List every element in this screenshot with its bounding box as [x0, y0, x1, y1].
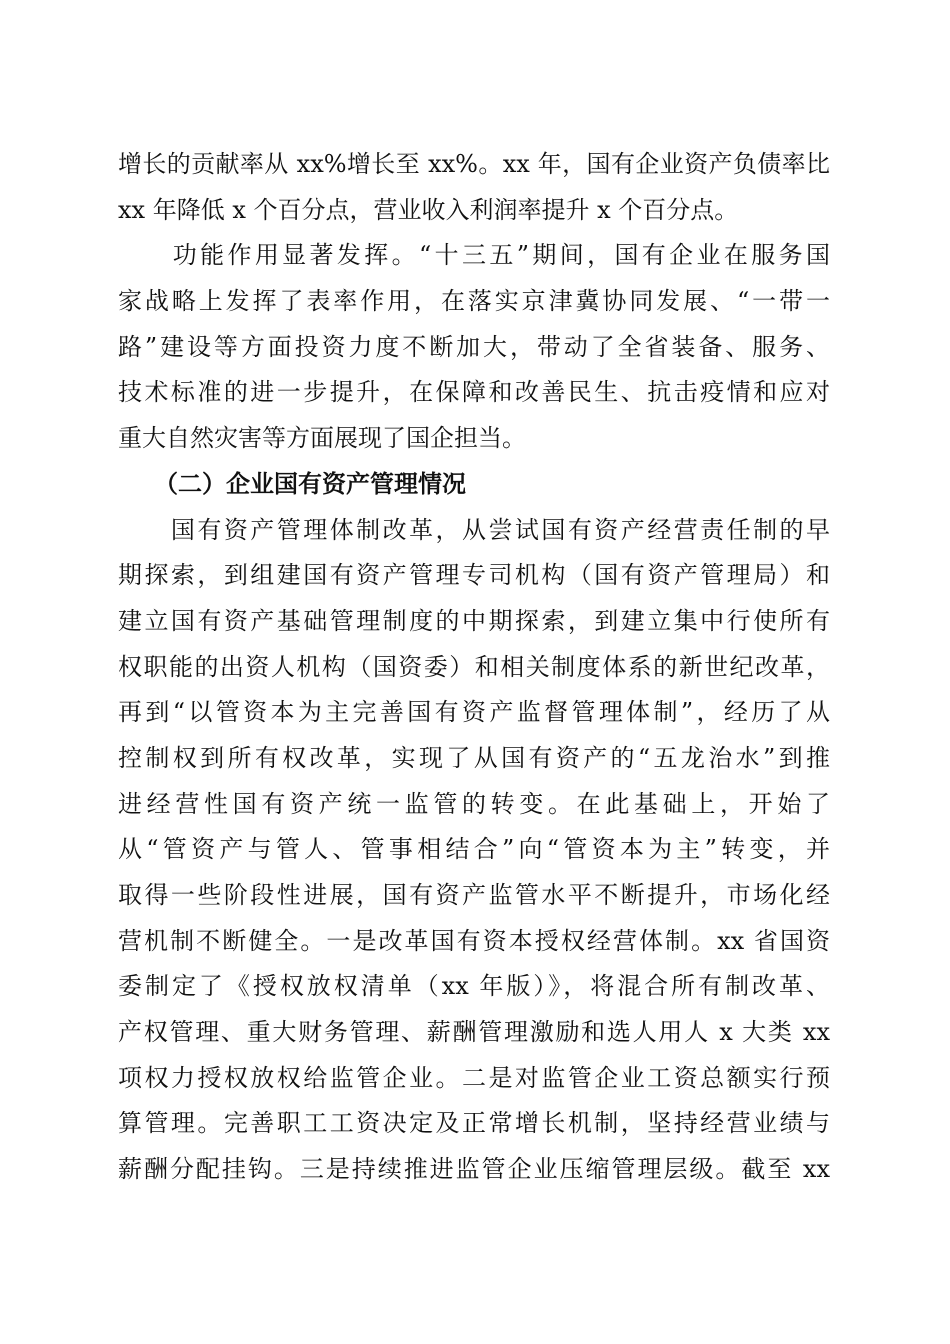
text-line: 算管理。完善职工工资决定及正常增长机制，坚持经营业绩与 [118, 1109, 830, 1138]
text-line: 薪酬分配挂钩。三是持续推进监管企业压缩管理层级。截至 xx [118, 1155, 830, 1184]
text-line: 家战略上发挥了表率作用，在落实京津冀协同发展、“一带一 [118, 287, 830, 316]
text-line: xx 年降低 x 个百分点，营业收入利润率提升 x 个百分点。 [118, 195, 739, 224]
paragraph-asset-management-start: 国有资产管理体制改革，从尝试国有资产经营责任制的早 [118, 515, 830, 544]
text-line: 委制定了《授权放权清单（xx 年版）》，将混合所有制改革、 [118, 972, 830, 1001]
text-line: 再到“以管资本为主完善国有资产监督管理体制”，经历了从 [118, 698, 830, 727]
text-line: 增长的贡献率从 xx%增长至 xx%。xx 年，国有企业资产负债率比 [118, 150, 830, 178]
text-line: 路”建设等方面投资力度不断加大，带动了全省装备、服务、 [118, 332, 830, 361]
text-line: 营机制不断健全。一是改革国有资本授权经营体制。xx 省国资 [118, 926, 830, 955]
text-line: 进经营性国有资产统一监管的转变。在此基础上，开始了 [118, 789, 830, 818]
text-line: 重大自然灾害等方面展现了国企担当。 [118, 424, 526, 453]
paragraph-function-role-start: 功能作用显著发挥。“十三五”期间，国有企业在服务国 [118, 241, 830, 270]
text-line: 控制权到所有权改革，实现了从国有资产的“五龙治水”到推 [118, 743, 830, 772]
text-line: 从“管资产与管人、管事相结合”向“管资本为主”转变，并 [118, 835, 830, 864]
document-body [118, 142, 830, 1193]
text-line: 产权管理、重大财务管理、薪酬管理激励和选人用人 x 大类 xx [118, 1018, 830, 1047]
text-line: 权职能的出资人机构（国资委）和相关制度体系的新世纪改革， [118, 652, 830, 681]
text-line: 取得一些阶段性进展，国有资产监管水平不断提升，市场化经 [118, 881, 830, 909]
text-line: 期探索，到组建国有资产管理专司机构（国有资产管理局）和 [118, 561, 830, 590]
section-heading: （二）企业国有资产管理情况 [118, 469, 466, 498]
text-line: 项权力授权放权给监管企业。二是对监管企业工资总额实行预 [118, 1063, 830, 1092]
text-line: 建立国有资产基础管理制度的中期探索，到建立集中行使所有 [118, 606, 830, 635]
text-line: 技术标准的进一步提升，在保障和改善民生、抗击疫情和应对 [118, 378, 830, 407]
